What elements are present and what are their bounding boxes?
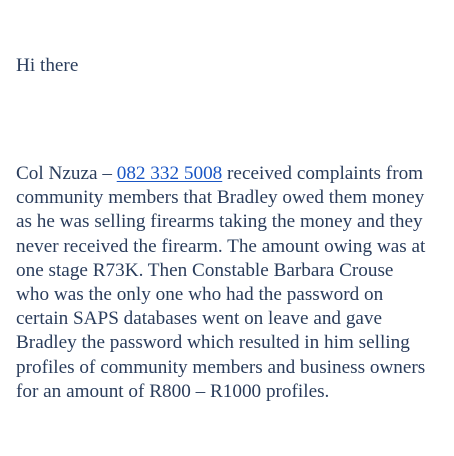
paragraph-line: Bradley the password which resulted in him selling [16, 332, 410, 354]
paragraph-line: one stage R73K. Then Constable Barbara Crouse [16, 259, 394, 281]
paragraph-line: certain SAPS databases went on leave and gave [16, 308, 383, 330]
paragraph-line: community members that Bradley owed them money [16, 187, 425, 209]
paragraph-line: never received the firearm. The amount owing was at [16, 235, 426, 257]
message-body [16, 54, 446, 402]
paragraph-line: as he was selling firearms taking the money and they [16, 211, 423, 233]
line1-prefix: Col Nzuza – [16, 163, 117, 184]
paragraph-line-1 [16, 162, 446, 186]
greeting-text: Hi there [16, 55, 79, 76]
line1-suffix: received complaints from [222, 163, 424, 184]
paragraph-line: for an amount of R800 – R1000 profiles. [16, 380, 330, 402]
phone-number-link[interactable]: 082 332 5008 [116, 163, 223, 184]
message-paragraph [16, 162, 446, 404]
paragraph-line: profiles of community members and business owners [16, 356, 426, 378]
paragraph-line: who was the only one who had the password on [16, 284, 384, 306]
